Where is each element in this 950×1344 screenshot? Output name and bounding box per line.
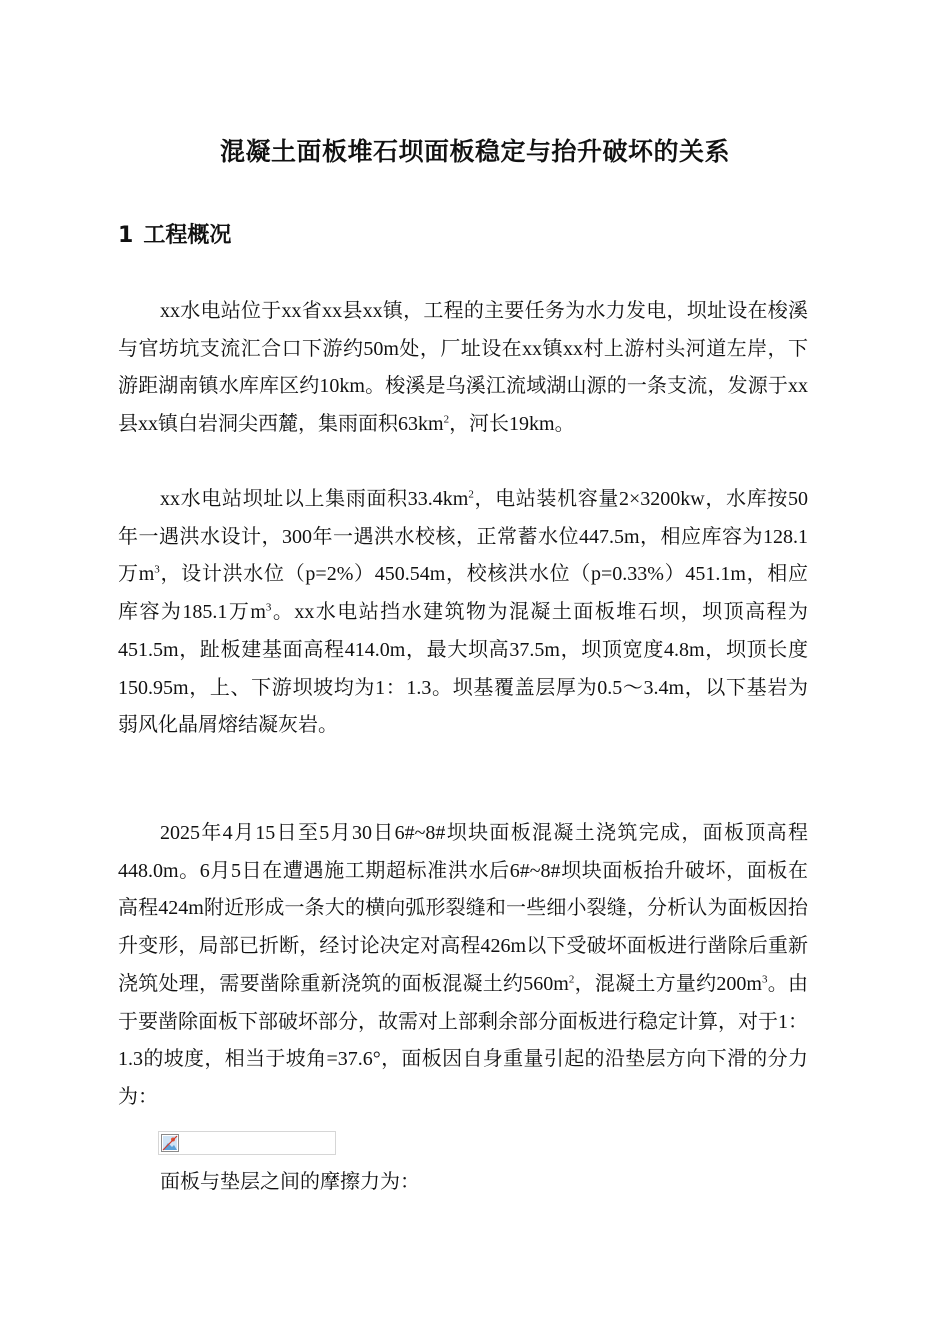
- paragraph-text: ，河长19km。: [449, 413, 575, 436]
- paragraph-text: xx水电站位于xx省xx县xx镇，工程的主要任务为水力发电，坝址设在梭溪与官坊坑支流汇合口下游约50m处，厂址设在xx镇xx村上游村头河道左岸，下游距湖南镇水库库区约10km。梭溪是乌溪江流域湖山源的一条支流，发源于xx县xx镇白岩洞尖西麓，集雨面积63km: [118, 300, 808, 436]
- section-heading: [118, 218, 231, 249]
- paragraph-text: ，混凝土方量约200m: [574, 972, 762, 995]
- superscript: 2: [568, 973, 575, 986]
- paragraph-project-parameters: [118, 481, 808, 745]
- document-title: 混凝土面板堆石坝面板稳定与抬升破坏的关系: [219, 137, 730, 166]
- superscript: 3: [265, 601, 272, 614]
- paragraph-friction: 面板与垫层之间的摩擦力为：: [160, 1171, 420, 1193]
- superscript: 3: [761, 973, 768, 986]
- superscript: 2: [468, 488, 474, 501]
- paragraph-project-location: [118, 293, 808, 444]
- paragraph-text: ，电站装机容量2×3200kw，水库按50年一遇洪水设计，300年一遇洪水校核，正常蓄水位447.5m，相应库容为128.1万m: [118, 488, 808, 586]
- paragraph-slab-damage: [118, 815, 808, 1117]
- superscript: 3: [154, 563, 160, 576]
- paragraph-text: 2025年4月15日至5月30日6#~8#坝块面板混凝土浇筑完成，面板顶高程448.0m。6月5日在遭遇施工期超标准洪水后6#~8#坝块面板抬升破坏，面板在高程424m附近形成一条大的横向弧形裂缝和一些细小裂缝，分析认为面板因抬升变形，局部已折断，经讨论决定对高程426m以下受破坏面板进行凿除后重新浇筑处理，需要凿除重新浇筑的面板混凝土约560m: [118, 822, 808, 995]
- paragraph-text: xx水电站坝址以上集雨面积33.4km: [160, 488, 469, 510]
- broken-image-icon: [161, 1134, 179, 1152]
- formula-image-placeholder: [158, 1131, 336, 1155]
- section-number: 1: [118, 223, 134, 248]
- paragraph-text: 。由于要凿除面板下部破坏部分，故需对上部剩余部分面板进行稳定计算，对于1：1.3的坡度，相当于坡角=37.6°，面板因自身重量引起的沿垫层方向下滑的分力为：: [118, 972, 809, 1108]
- paragraph-text: 。xx水电站挡水建筑物为混凝土面板堆石坝，坝顶高程为451.5m，趾板建基面高程414.0m，最大坝高37.5m，坝顶宽度4.8m，坝顶长度150.95m，上、下游坝坡均为1：1.3。坝基覆盖层厚为0.5～3.4m，以下基岩为弱风化晶屑熔结凝灰岩。: [118, 601, 809, 737]
- superscript: 2: [443, 413, 450, 426]
- section-title: 工程概况: [143, 223, 232, 248]
- paragraph-text: ，设计洪水位（p=2%）450.54m，校核洪水位（p=0.33%）451.1m，相应库容为185.1万m: [118, 563, 808, 624]
